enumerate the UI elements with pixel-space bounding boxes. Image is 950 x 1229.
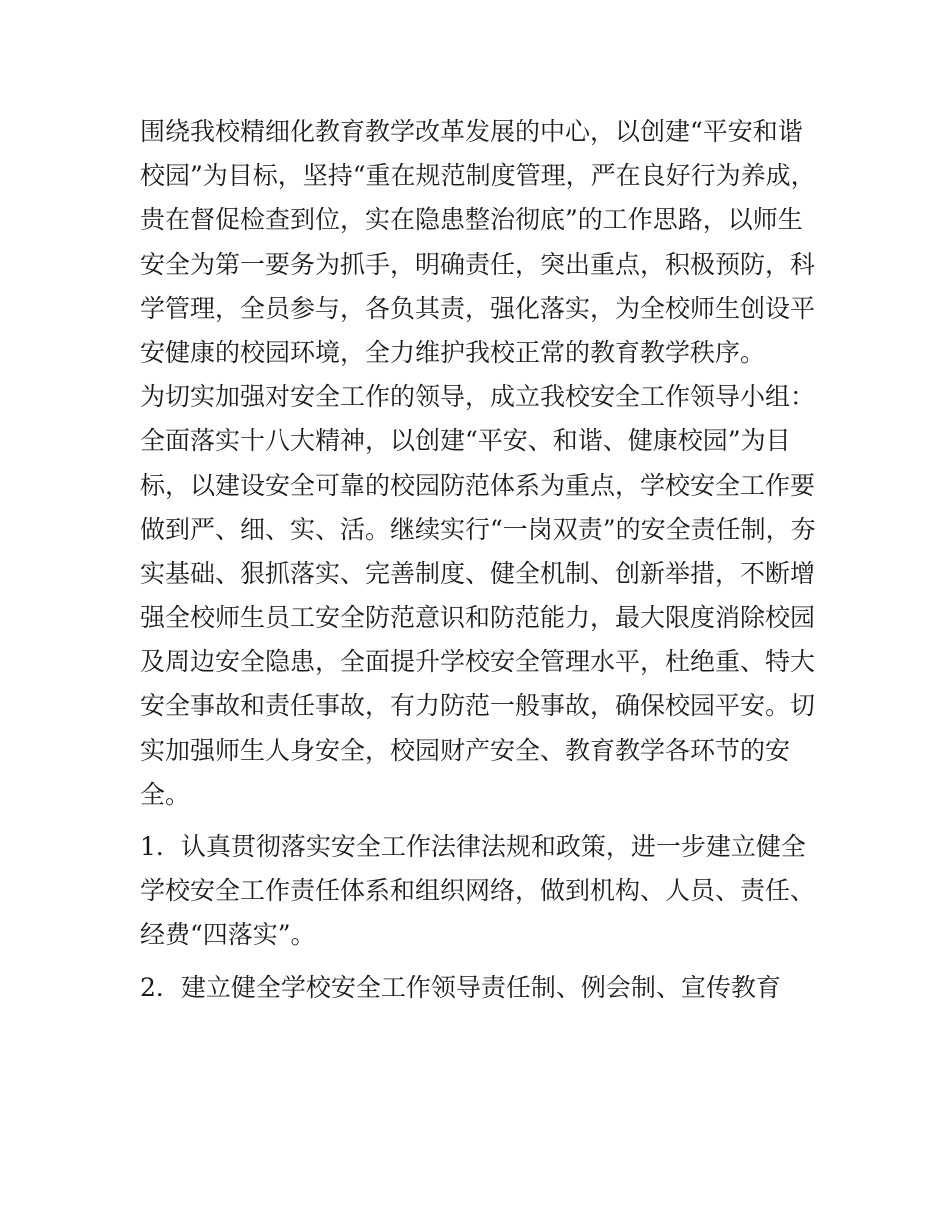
text-line: 安健康的校园环境，全力维护我校正常的教育教学秩序。 — [140, 337, 766, 367]
text-line: 实加强师生人身安全，校园财产安全、教育教学各环节的安 — [140, 735, 791, 765]
list-item-line: 1．认真贯彻落实安全工作法律法规和政策，进一步建立健全 — [140, 832, 806, 861]
text-line: 安全事故和责任事故，有力防范一般事故，确保校园平安。切 — [140, 691, 816, 721]
text-line: 安全为第一要务为抓手，明确责任，突出重点，积极预防，科 — [140, 249, 816, 279]
list-item-line: 经费“四落实”。 — [140, 920, 316, 950]
text-line: 全面落实十八大精神，以创建“平安、和谐、健康校园”为目 — [140, 426, 791, 456]
list-item-line: 学校安全工作责任体系和组织网络，做到机构、人员、责任、 — [140, 876, 816, 906]
text-line: 及周边安全隐患，全面提升学校安全管理水平，杜绝重、特大 — [140, 647, 816, 677]
text-line: 贵在督促检查到位，实在隐患整治彻底”的工作思路，以师生 — [140, 205, 803, 235]
body-text — [140, 110, 820, 1010]
text-line: 全。 — [140, 779, 191, 809]
text-line: 实基础、狠抓落实、完善制度、健全机制、创新举措，不断增 — [140, 558, 816, 588]
text-line: 为切实加强对安全工作的领导，成立我校安全工作领导小组： — [140, 382, 816, 412]
text-line: 校园”为目标，坚持“重在规范制度管理，严在良好行为养成， — [140, 161, 816, 191]
text-line: 强全校师生员工安全防范意识和防范能力，最大限度消除校园 — [140, 603, 816, 633]
text-line: 学管理，全员参与，各负其责，强化落实，为全校师生创设平 — [140, 293, 816, 323]
text-line: 标，以建设安全可靠的校园防范体系为重点，学校安全工作要 — [140, 470, 816, 500]
text-line: 做到严、细、实、活。继续实行“一岗双责”的安全责任制，夯 — [140, 514, 816, 544]
text-line: 围绕我校精细化教育教学改革发展的中心，以创建“平安和谐 — [140, 117, 803, 146]
list-item-line: 2．建立健全学校安全工作领导责任制、例会制、宣传教育 — [140, 972, 781, 1002]
